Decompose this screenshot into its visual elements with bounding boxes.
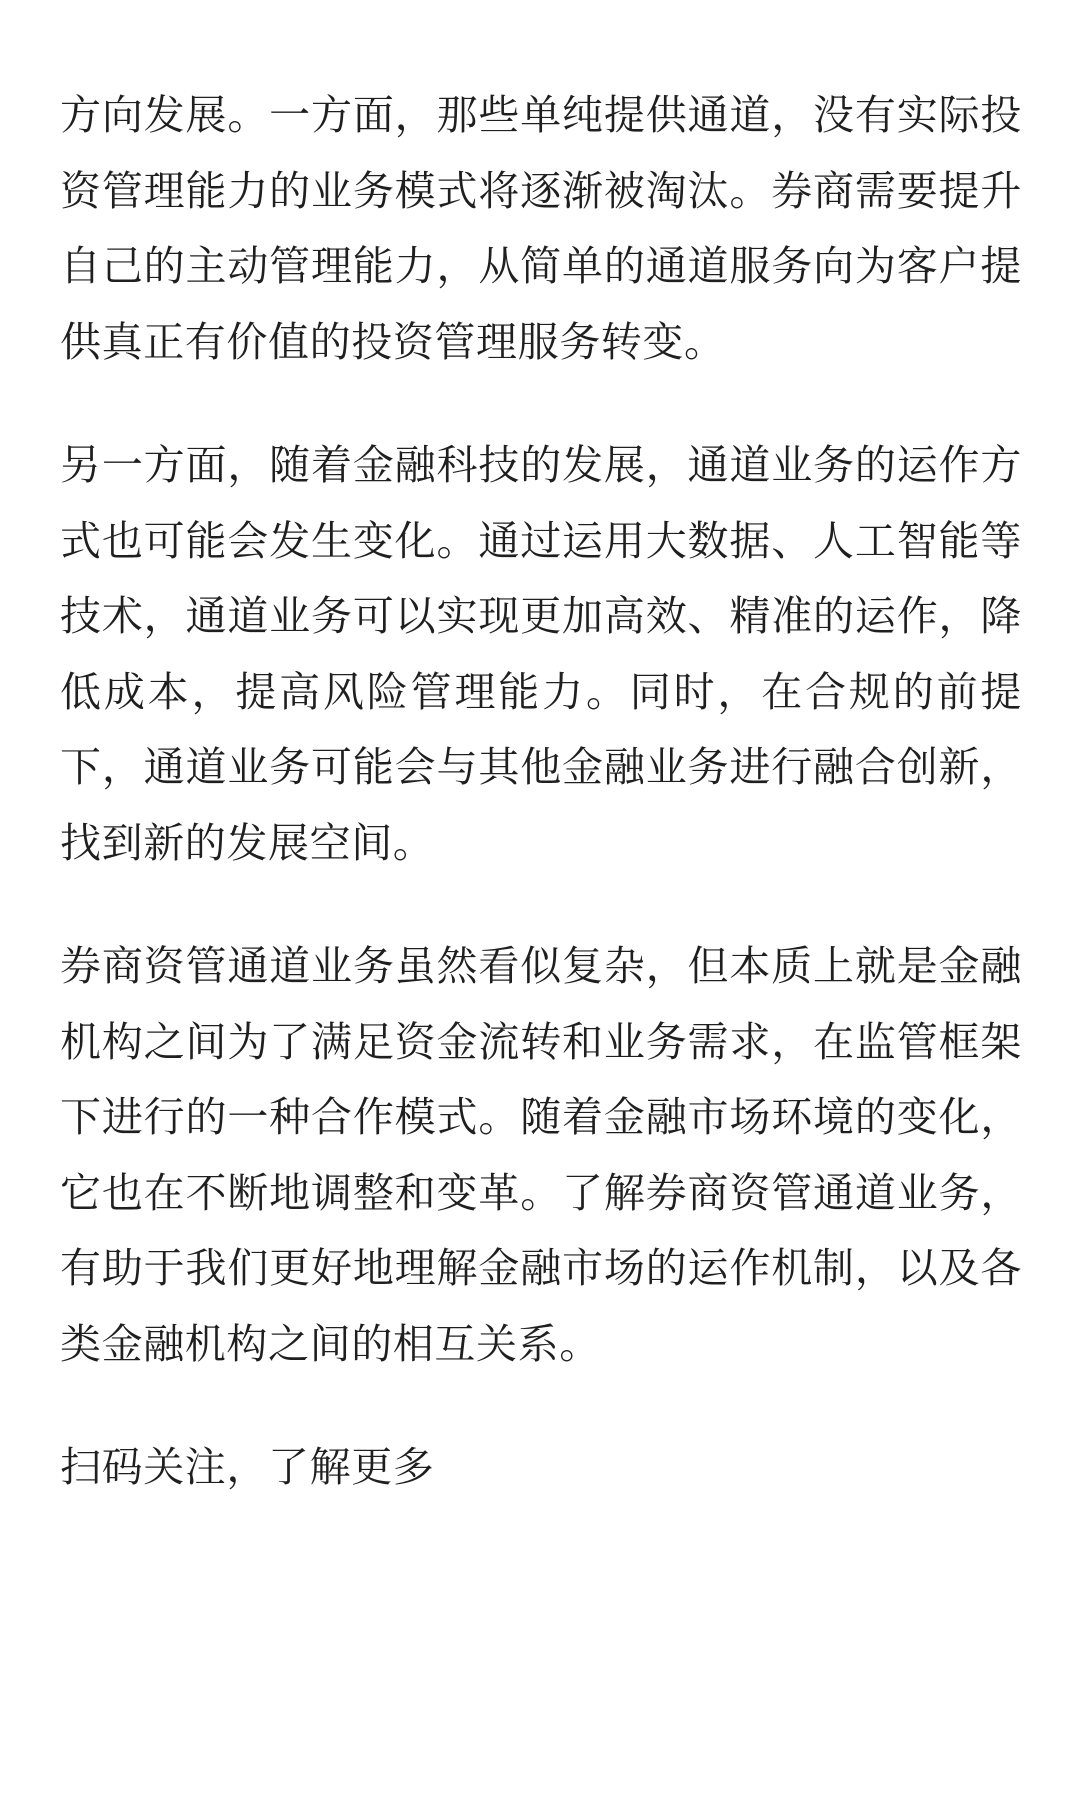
follow-prompt: 扫码关注，了解更多 [60,1443,435,1491]
paragraph-fintech: 另一方面，随着金融科技的发展，通道业务的运作方式也可能会发生变化。通过运用大数据、人工智能等技术，通道业务可以实现更加高效、精准的运作，降低成本，提高风险管理能力。同时，在合规的前提下，通道业务可能会与其他金融业务进行融合创新，找到新的发展空间。 [60,441,1022,867]
paragraph-summary: 券商资管通道业务虽然看似复杂，但本质上就是金融机构之间为了满足资金流转和业务需求，在监管框架下进行的一种合作模式。随着金融市场环境的变化，它也在不断地调整和变革。了解券商资管通道业务，有助于我们更好地理解金融市场的运作机制，以及各类金融机构之间的相互关系。 [60,942,1022,1368]
paragraph-future-direction: 方向发展。一方面，那些单纯提供通道，没有实际投资管理能力的业务模式将逐渐被淘汰。券商需要提升自己的主动管理能力，从简单的通道服务向为客户提供真正有价值的投资管理服务转变。 [60,91,1022,366]
